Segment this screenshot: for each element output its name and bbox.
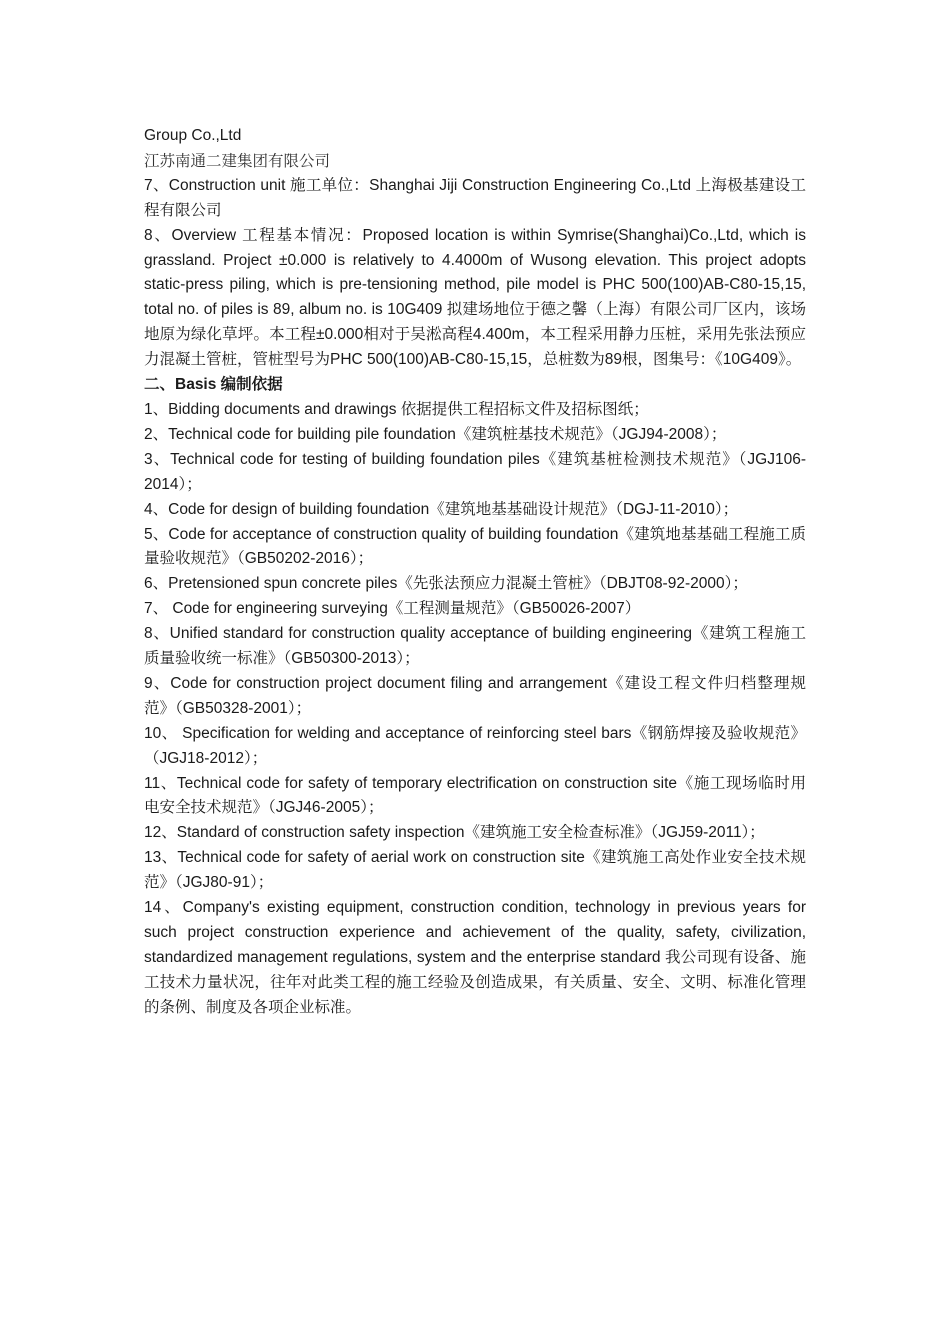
- basis-item: 6、Pretensioned spun concrete piles《先张法预应力混凝土管桩》（DBJT08-92-2000）；: [144, 575, 748, 593]
- company-name-en: Group Co.,Ltd: [144, 127, 242, 144]
- basis-item: 10、 Specification for welding and acceptance of reinforcing steel bars《钢筋焊接及验收规范》（JGJ18-2012）；: [144, 724, 806, 767]
- basis-list: [144, 398, 806, 1021]
- document-page: [144, 124, 806, 1021]
- basis-item: 1、Bidding documents and drawings 依据提供工程招标文件及招标图纸；: [144, 400, 649, 418]
- basis-item: 12、Standard of construction safety inspection《建筑施工安全检查标准》（JGJ59-2011）；: [144, 824, 765, 842]
- basis-item: 3、Technical code for testing of building foundation piles《建筑基桩检测技术规范》（JGJ106-2014）；: [144, 450, 806, 493]
- basis-item: 2、Technical code for building pile foundation《建筑桩基技术规范》（JGJ94-2008）；: [144, 425, 727, 443]
- basis-item: 9、Code for construction project document filing and arrangement《建设工程文件归档整理规范》（GB50328-2001）；: [144, 674, 806, 717]
- basis-item: 11、Technical code for safety of temporary electrification on construction site《施工现场临时用电安全技术规范》（JGJ46-2005）；: [144, 774, 806, 817]
- basis-item: 7、 Code for engineering surveying《工程测量规范》（GB50026-2007）: [144, 600, 641, 618]
- basis-item: 13、Technical code for safety of aerial work on construction site《建筑施工高处作业安全技术规范》（JGJ80-91）；: [144, 849, 806, 892]
- basis-item: 8、Unified standard for construction quality acceptance of building engineering《建筑工程施工质量验收统一标准》（GB50300-2013）；: [144, 625, 806, 668]
- project-overview-item: 8、Overview 工程基本情况：Proposed location is within Symrise(Shanghai)Co.,Ltd, which is grassland. Project ±0.000 is relatively to 4.4000m of Wusong elevation. This project adopts static-press piling, which is pre-tensioning method, pile model is PHC 500(100)AB-C80-15,15, total no. of piles is 89, album no. is 10G409 拟建场地位于德之馨（上海）有限公司厂区内，该场地原为绿化草坪。本工程±0.000相对于吴淞高程4.400m，本工程采用静力压桩，采用先张法预应力混凝土管桩，管桩型号为PHC 500(100)AB-C80-15,15，总桩数为89根，图集号：《10G409》。: [144, 226, 806, 369]
- basis-item: 5、Code for acceptance of construction quality of building foundation《建筑地基基础工程施工质量验收规范》（GB50202-2016）；: [144, 525, 806, 568]
- basis-section-heading: 二、Basis 编制依据: [144, 376, 283, 394]
- basis-item: 14、Company's existing equipment, construction condition, technology in previous years for such project construction experience and achievement of the quality, safety, civilization, standardized management regulations, system and the enterprise standard 我公司现有设备、施工技术力量状况，往年对此类工程的施工经验及创造成果，有关质量、安全、文明、标准化管理的条例、制度及各项企业标准。: [144, 899, 806, 1016]
- construction-unit-item: 7、Construction unit 施工单位：Shanghai Jiji Construction Engineering Co.,Ltd 上海极基建设工程有限公司: [144, 176, 806, 219]
- basis-item: 4、Code for design of building foundation《建筑地基基础设计规范》（DGJ-11-2010）；: [144, 500, 739, 518]
- company-name-cn: 江苏南通二建集团有限公司: [144, 151, 331, 170]
